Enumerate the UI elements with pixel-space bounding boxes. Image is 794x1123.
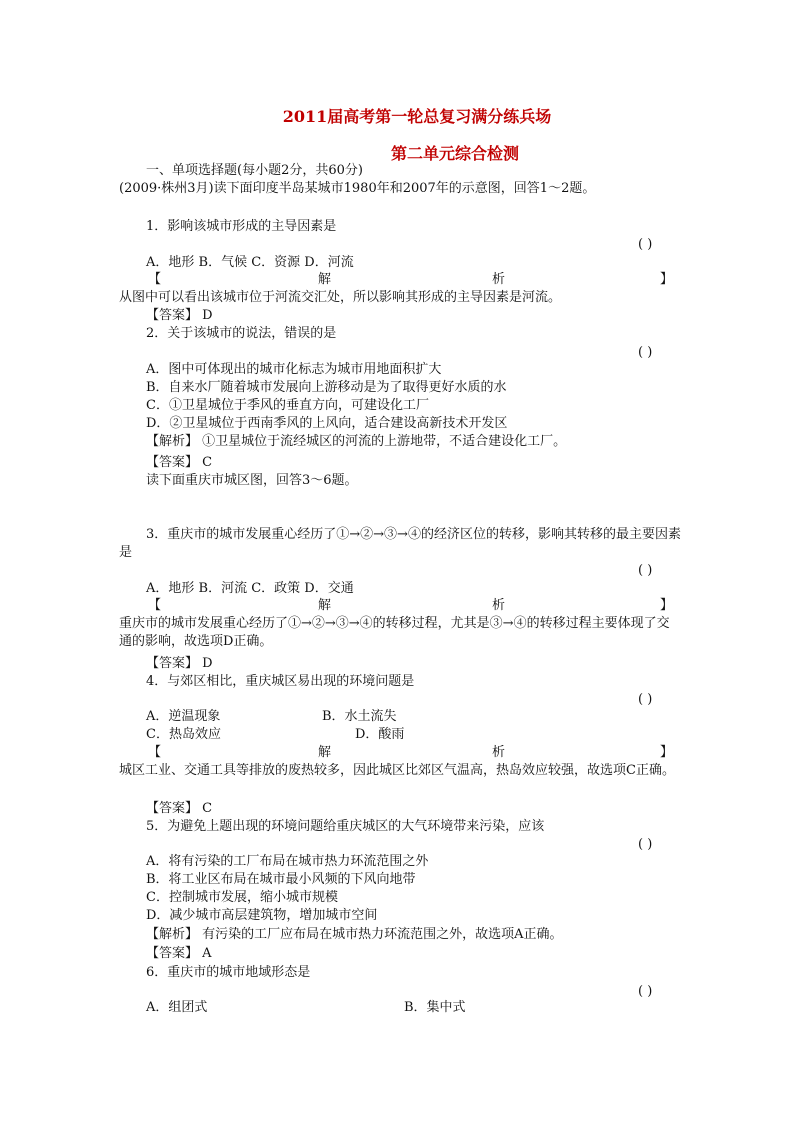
q1-answer: 【答案】 D <box>146 308 213 323</box>
bracket-open: 【 <box>148 598 162 613</box>
label-char-jie: 解 <box>318 272 332 287</box>
q2-option-a: A．图中可体现出的城市化标志为城市用地面积扩大 <box>146 362 442 377</box>
q1-options: A．地形 B．气候 C．资源 D．河流 <box>146 255 354 270</box>
q4-analysis-text: 城区工业、交通工具等排放的废热较多，因此城区比郊区气温高，热岛效应较强，故选项C正确。 <box>119 763 675 778</box>
label-char-jie: 解 <box>318 598 332 613</box>
q4-answer-paren: ( ) <box>638 692 653 707</box>
q6-option-b: B．集中式 <box>404 1000 466 1015</box>
label-char-xi: 析 <box>492 745 506 760</box>
document-subtitle: 第二单元综合检测 <box>390 144 519 163</box>
document-title: 2011届高考第一轮总复习满分练兵场 <box>282 107 552 126</box>
q3-stem: 3．重庆市的城市发展重心经历了①→②→③→④的经济区位的转移，影响其转移的最主要因素是 <box>119 527 681 560</box>
intro-text-1: (2009·株州3月)读下面印度半岛某城市1980年和2007年的示意图，回答1～2题。 <box>119 181 596 196</box>
q5-stem: 5．为避免上题出现的环境问题给重庆城区的大气环境带来污染，应该 <box>146 819 545 834</box>
q1-analysis-text: 从图中可以看出该城市位于河流交汇处，所以影响其形成的主导因素是河流。 <box>119 290 562 305</box>
q3-analysis-text: 重庆市的城市发展重心经历了①→②→③→④的转移过程，尤其是③→④的转移过程主要体现了交通的影响，故选项D正确。 <box>119 616 670 649</box>
q5-option-a: A．将有污染的工厂布局在城市热力环流范围之外 <box>146 854 429 869</box>
q5-analysis: 【解析】 有污染的工厂应布局在城市热力环流范围之外，故选项A正确。 <box>146 927 563 942</box>
q3-options: A．地形 B．河流 C．政策 D．交通 <box>146 581 354 596</box>
q6-answer-paren: ( ) <box>638 984 653 999</box>
q2-option-d: D．②卫星城位于西南季风的上风向，适合建设高新技术开发区 <box>146 416 508 431</box>
q5-answer-paren: ( ) <box>638 837 653 852</box>
q4-option-b: B．水土流失 <box>322 709 397 724</box>
q2-answer-paren: ( ) <box>638 345 653 360</box>
q3-answer: 【答案】 D <box>146 656 213 671</box>
q2-option-b: B．自来水厂随着城市发展向上游移动是为了取得更好水质的水 <box>146 380 507 395</box>
bracket-close: 】 <box>660 272 674 287</box>
q1-stem: 1．影响该城市形成的主导因素是 <box>146 219 337 234</box>
q5-option-d: D．减少城市高层建筑物，增加城市空间 <box>146 908 378 923</box>
q4-option-c: C．热岛效应 <box>146 727 221 742</box>
label-char-xi: 析 <box>492 598 506 613</box>
q3-answer-paren: ( ) <box>638 563 653 578</box>
q6-stem: 6．重庆市的城市地域形态是 <box>146 965 311 980</box>
section-heading: 一、单项选择题(每小题2分，共60分) <box>146 163 363 178</box>
q2-answer: 【答案】 C <box>146 455 213 470</box>
q4-option-a: A．逆温现象 <box>146 709 221 724</box>
q4-stem: 4．与郊区相比，重庆城区易出现的环境问题是 <box>146 674 415 689</box>
intro-text-2: 读下面重庆市城区图，回答3～6题。 <box>146 473 358 488</box>
bracket-close: 】 <box>660 598 674 613</box>
bracket-open: 【 <box>148 272 162 287</box>
q2-stem: 2．关于该城市的说法，错误的是 <box>146 326 337 341</box>
q5-option-b: B．将工业区布局在城市最小风频的下风向地带 <box>146 872 416 887</box>
q6-option-a: A．组团式 <box>146 1000 208 1015</box>
label-char-xi: 析 <box>492 272 506 287</box>
q1-answer-paren: ( ) <box>638 237 653 252</box>
bracket-close: 】 <box>660 745 674 760</box>
q4-option-d: D．酸雨 <box>355 727 405 742</box>
q2-analysis: 【解析】 ①卫星城位于流经城区的河流的上游地带，不适合建设化工厂。 <box>146 434 567 449</box>
q2-option-c: C．①卫星城位于季风的垂直方向，可建设化工厂 <box>146 398 429 413</box>
bracket-open: 【 <box>148 745 162 760</box>
q5-option-c: C．控制城市发展，缩小城市规模 <box>146 890 338 905</box>
q4-answer: 【答案】 C <box>146 801 213 816</box>
q5-answer: 【答案】 A <box>146 946 212 961</box>
label-char-jie: 解 <box>318 745 332 760</box>
